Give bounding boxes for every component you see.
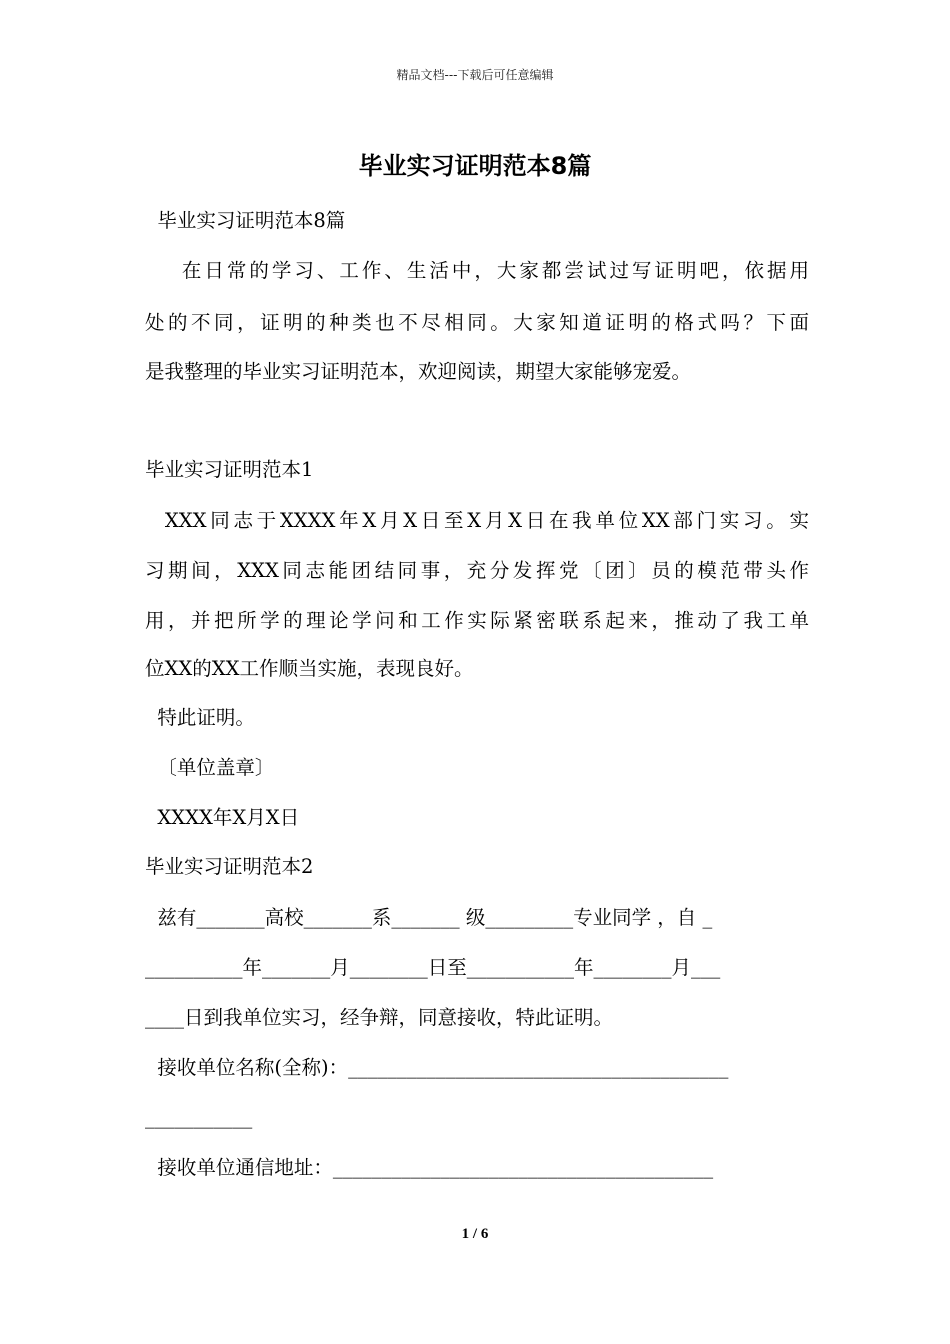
page-number: 1 / 6	[461, 1226, 489, 1242]
intro-subtitle: 毕业实习证明范本8篇	[145, 209, 346, 232]
section1-line-4: 位XX的XX工作顺当实施，表现良好。	[145, 657, 474, 680]
section-heading-1: 毕业实习证明范本1	[145, 458, 314, 481]
section2-line-2: __________年_______月________日至___________年________月___	[145, 956, 721, 979]
section1-line-1: XXX同志于XXXX年X月X日至X月X日在我单位XX部门实习。实	[145, 509, 809, 532]
receiver-name-line: 接收单位名称(全称)：_______________________________________	[145, 1056, 729, 1079]
certify-line: 特此证明。	[145, 706, 255, 729]
section1-line-3: 用，并把所学的理论学问和工作实际紧密联系起来，推动了我工单	[145, 609, 809, 632]
section2-line-1: 兹有_______高校_______系_______ 级_________专业同学 ，自 _	[145, 906, 713, 929]
receiver-name-continued: ___________	[145, 1106, 253, 1129]
document-title: 毕业实习证明范本8篇	[358, 152, 592, 180]
date-line: XXXX年X月X日	[145, 806, 300, 829]
receiver-address-line: 接收单位通信地址：_______________________________________	[145, 1156, 714, 1179]
seal-line: 〔单位盖章〕	[145, 756, 275, 779]
intro-line-1: 在日常的学习、工作、生活中，大家都尝试过写证明吧，依据用	[145, 259, 809, 282]
page-header: 精品文档---下载后可任意编辑	[396, 68, 554, 82]
section1-line-2: 习期间，XXX同志能团结同事，充分发挥党〔团〕员的模范带头作	[145, 559, 809, 582]
intro-line-3: 是我整理的毕业实习证明范本，欢迎阅读，期望大家能够宠爱。	[145, 360, 692, 383]
intro-line-2: 处的不同，证明的种类也不尽相同。大家知道证明的格式吗？下面	[145, 311, 809, 334]
section-heading-2: 毕业实习证明范本2	[145, 855, 314, 878]
section2-line-3: ____日到我单位实习，经争辩，同意接收，特此证明。	[145, 1006, 614, 1029]
